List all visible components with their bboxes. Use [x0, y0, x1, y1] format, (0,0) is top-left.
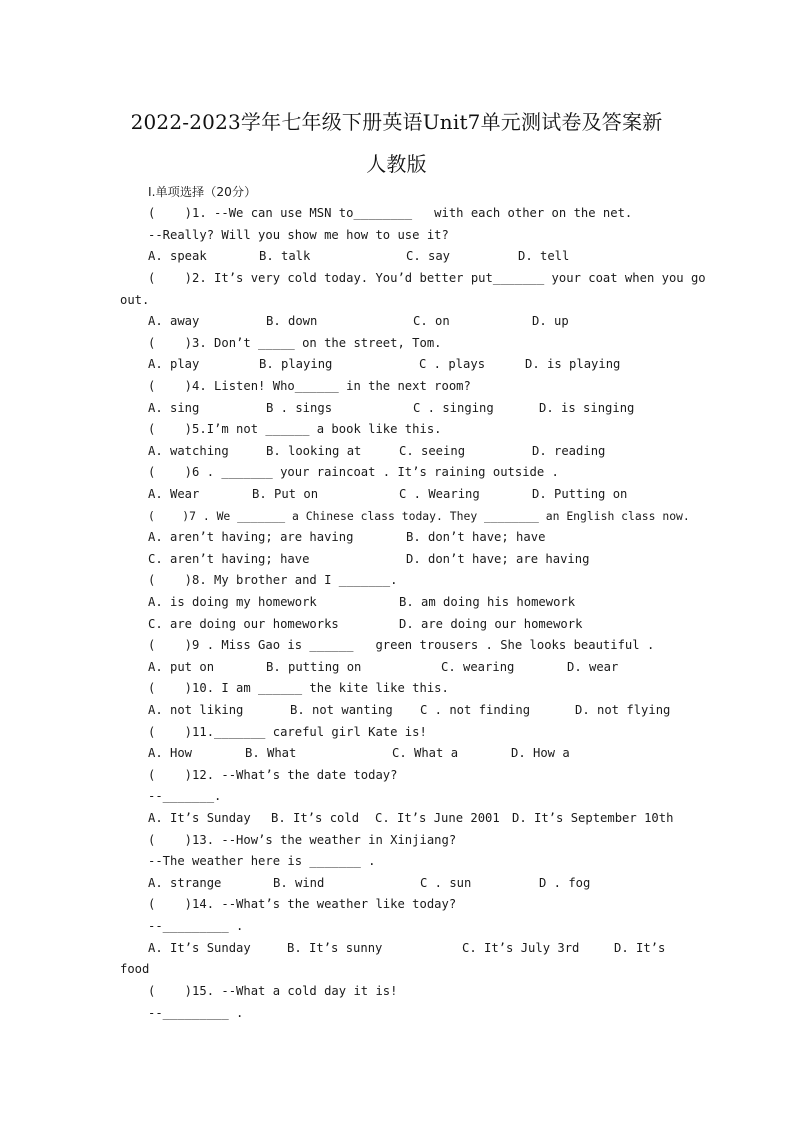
question-7-options-row-1: [148, 527, 708, 547]
question-6-options: [148, 484, 708, 504]
option-b: B. It’s cold: [271, 811, 360, 825]
option-b: B. talk: [259, 249, 311, 263]
option-d: D. It’s: [614, 941, 666, 955]
option-a: A. away: [148, 314, 200, 328]
question-7-stem: ( )7 . We _______ a Chinese class today. They ________ an English class now.: [148, 509, 690, 523]
option-b: B. looking at: [266, 444, 362, 458]
option-b: B. am doing his homework: [399, 595, 576, 609]
option-a: A. play: [148, 357, 200, 371]
option-d: D. not flying: [575, 703, 671, 717]
question-10-stem: ( )10. I am ______ the kite like this.: [148, 681, 449, 695]
option-d: D. up: [532, 314, 569, 328]
option-c: C. What a: [392, 746, 459, 760]
option-b: B. It’s sunny: [287, 941, 383, 955]
question-1-options: [148, 246, 708, 266]
option-a: A. watching: [148, 444, 229, 458]
option-a: A. speak: [148, 249, 207, 263]
question-14-options: [148, 938, 708, 958]
option-a: A. not liking: [148, 703, 244, 717]
question-15-stem: ( )15. --What a cold day it is!: [148, 984, 398, 998]
section-heading: I.单项选择（20分）: [148, 185, 257, 199]
question-2-continuation: out.: [120, 293, 150, 307]
option-a: A. strange: [148, 876, 222, 890]
question-1-reply: --Really? Will you show me how to use it?: [148, 228, 449, 242]
question-3-stem: ( )3. Don’t _____ on the street, Tom.: [148, 336, 442, 350]
option-a: A. put on: [148, 660, 215, 674]
option-c: C. are doing our homeworks: [148, 617, 339, 631]
question-8-options-row-2: [148, 614, 708, 634]
option-d: D. How a: [511, 746, 570, 760]
question-9-stem: ( )9 . Miss Gao is ______ green trousers . She looks beautiful .: [148, 638, 655, 652]
option-b: B. playing: [259, 357, 333, 371]
option-b: B. Put on: [252, 487, 319, 501]
option-a: A. It’s Sunday: [148, 941, 251, 955]
question-12-options: [148, 808, 708, 828]
option-d: D. It’s September 10th: [512, 811, 674, 825]
question-8-stem: ( )8. My brother and I _______.: [148, 573, 398, 587]
option-c: C. It’s June 2001: [375, 811, 500, 825]
option-d: D . fog: [539, 876, 591, 890]
question-13-reply: --The weather here is _______ .: [148, 854, 376, 868]
option-c: C . Wearing: [399, 487, 480, 501]
option-a: A. How: [148, 746, 193, 760]
option-c: C. aren’t having; have: [148, 552, 310, 566]
option-d: D. is singing: [539, 401, 635, 415]
option-b: B . sings: [266, 401, 333, 415]
option-c: C. seeing: [399, 444, 466, 458]
question-5-options: [148, 441, 708, 461]
option-c: C. wearing: [441, 660, 515, 674]
option-a: A. aren’t having; are having: [148, 530, 354, 544]
option-d: D. reading: [532, 444, 606, 458]
option-c: C . sun: [420, 876, 472, 890]
option-c: C. on: [413, 314, 450, 328]
option-d: D. Putting on: [532, 487, 628, 501]
option-a: A. sing: [148, 401, 200, 415]
question-9-options: [148, 657, 708, 677]
option-d: D. don’t have; are having: [406, 552, 590, 566]
question-1-stem: ( )1. --We can use MSN to________ with each other on the net.: [148, 206, 633, 220]
question-15-reply: --_________ .: [148, 1006, 244, 1020]
option-b: B. putting on: [266, 660, 362, 674]
question-7-options-row-2: [148, 549, 708, 569]
option-c: C . singing: [413, 401, 494, 415]
option-b: B. What: [245, 746, 297, 760]
question-8-options-row-1: [148, 592, 708, 612]
question-4-stem: ( )4. Listen! Who______ in the next room?: [148, 379, 471, 393]
option-d: D. are doing our homework: [399, 617, 583, 631]
question-14-reply: --_________ .: [148, 919, 244, 933]
question-11-stem: ( )11._______ careful girl Kate is!: [148, 725, 427, 739]
option-d: D. wear: [567, 660, 619, 674]
question-13-options: [148, 873, 708, 893]
option-a: A. Wear: [148, 487, 200, 501]
document-title-line-2: 人教版: [366, 152, 427, 176]
question-10-options: [148, 700, 708, 720]
option-d: D. tell: [518, 249, 570, 263]
question-5-stem: ( )5.I’m not ______ a book like this.: [148, 422, 442, 436]
question-13-stem: ( )13. --How’s the weather in Xinjiang?: [148, 833, 457, 847]
option-c: C. It’s July 3rd: [462, 941, 580, 955]
option-a: A. is doing my homework: [148, 595, 317, 609]
option-c: C . not finding: [420, 703, 531, 717]
option-d: D. is playing: [525, 357, 621, 371]
option-c: C. say: [406, 249, 451, 263]
option-a: A. It’s Sunday: [148, 811, 251, 825]
question-14-stem: ( )14. --What’s the weather like today?: [148, 897, 457, 911]
option-c: C . plays: [419, 357, 486, 371]
document-title-line-1: 2022-2023学年七年级下册英语Unit7单元测试卷及答案新: [130, 110, 663, 134]
question-3-options: [148, 354, 708, 374]
question-12-reply: --_______.: [148, 789, 222, 803]
option-b: B. wind: [273, 876, 325, 890]
question-2-options: [148, 311, 708, 331]
question-12-stem: ( )12. --What’s the date today?: [148, 768, 398, 782]
question-14-continuation: food: [120, 962, 150, 976]
question-6-stem: ( )6 . _______ your raincoat . It’s raining outside .: [148, 465, 559, 479]
option-b: B. down: [266, 314, 318, 328]
question-4-options: [148, 398, 708, 418]
option-b: B. don’t have; have: [406, 530, 546, 544]
question-2-stem: ( )2. It’s very cold today. You’d better put_______ your coat when you go: [148, 271, 706, 285]
question-11-options: [148, 743, 708, 763]
option-b: B. not wanting: [290, 703, 393, 717]
